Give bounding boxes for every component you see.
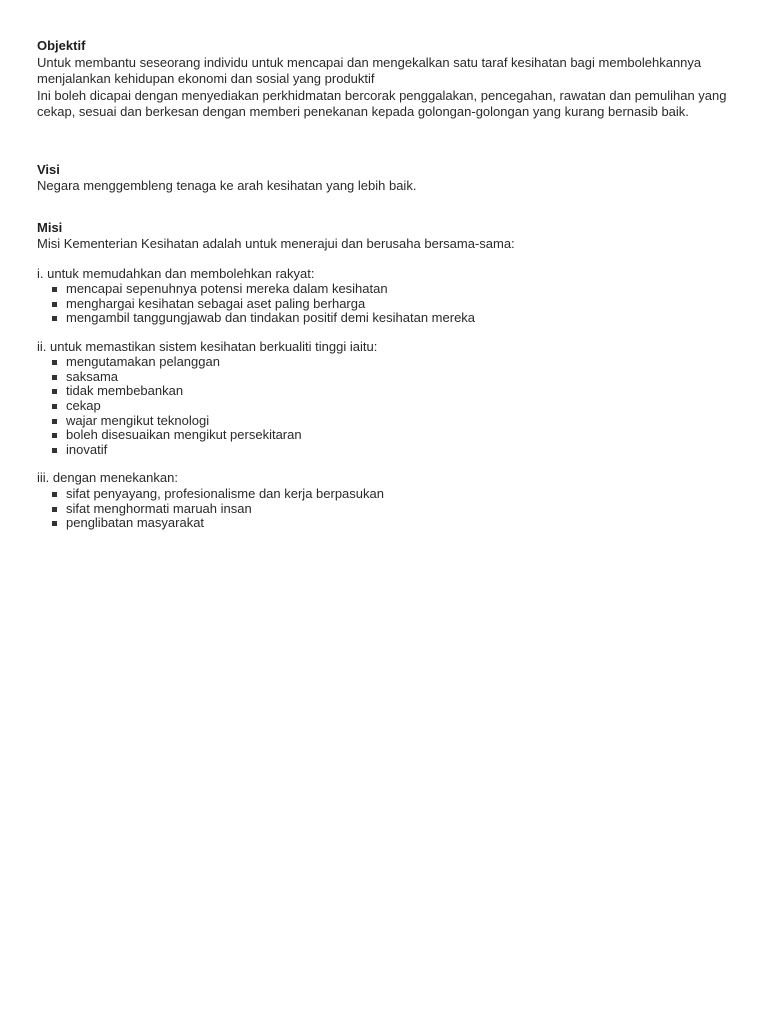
list-item-text: saksama [66,368,119,384]
list-item [52,311,732,326]
list-item-text: mengutamakan pelanggan [66,354,220,370]
square-bullet-icon [52,521,57,526]
list-item [52,282,732,297]
list-item [52,370,732,385]
square-bullet-icon [52,302,57,307]
list-item-text: sifat menghormati maruah insan [66,500,252,516]
section-objektif [37,38,732,121]
list-item-text: wajar mengikut teknologi [66,412,210,428]
visi-heading: Visi [37,161,60,177]
section-misi [37,220,732,531]
spacer [37,457,732,470]
misi-group-3-list [37,487,732,531]
square-bullet-icon [52,419,57,424]
square-bullet-icon [52,375,57,380]
section-visi [37,162,732,195]
list-item-text: inovatif [66,441,108,457]
spacer [37,253,732,266]
list-item [52,297,732,312]
list-item [52,355,732,370]
list-item-text: tidak membebankan [66,383,184,399]
misi-heading: Misi [37,219,63,235]
misi-group-1-list [37,282,732,326]
square-bullet-icon [52,360,57,365]
list-item [52,443,732,458]
square-bullet-icon [52,507,57,512]
list-item-text: penglibatan masyarakat [66,515,205,531]
misi-group-1 [37,266,732,326]
misi-group-2-list [37,355,732,457]
objektif-heading: Objektif [37,38,86,53]
list-item-text: sifat penyayang, profesionalisme dan kerja berpasukan [66,485,384,501]
misi-group-3 [37,470,732,530]
square-bullet-icon [52,448,57,453]
list-item [52,399,732,414]
list-item-text: mengambil tanggungjawab dan tindakan positif demi kesihatan mereka [66,310,476,326]
square-bullet-icon [52,287,57,292]
list-item [52,384,732,399]
spacer [37,326,732,339]
list-item [52,428,732,443]
list-item-text: boleh disesuaikan mengikut persekitaran [66,427,302,443]
list-item-text: mencapai sepenuhnya potensi mereka dalam kesihatan [66,281,388,296]
square-bullet-icon [52,404,57,409]
square-bullet-icon [52,389,57,394]
list-item [52,487,732,502]
visi-text: Negara menggembleng tenaga ke arah kesihatan yang lebih baik. [37,178,417,193]
list-item-text: menghargai kesihatan sebagai aset paling berharga [66,295,366,311]
misi-group-title: i. untuk memudahkan dan membolehkan rakyat: [37,265,315,281]
square-bullet-icon [52,492,57,497]
misi-group-title: iii. dengan menekankan: [37,470,178,486]
objektif-paragraph-2: Ini boleh dicapai dengan menyediakan perkhidmatan bercorak penggalakan, pencegahan, rawatan dan pemulihan yang cekap, sesuai dan berkesan dengan memberi penekanan kepada golongan-golongan yang kurang bernasib baik. [37,87,727,119]
misi-group-2 [37,339,732,458]
list-item [52,414,732,429]
misi-group-title: ii. untuk memastikan sistem kesihatan berkualiti tinggi iaitu: [37,338,378,354]
list-item [52,502,732,517]
objektif-paragraph-1: Untuk membantu seseorang individu untuk mencapai dan mengekalkan satu taraf kesihatan bagi membolehkannya menjalankan kehidupan ekonomi dan sosial yang produktif [37,54,702,86]
misi-intro: Misi Kementerian Kesihatan adalah untuk menerajui dan berusaha bersama-sama: [37,236,515,251]
list-item [52,516,732,531]
square-bullet-icon [52,316,57,321]
square-bullet-icon [52,433,57,438]
list-item-text: cekap [66,398,101,414]
